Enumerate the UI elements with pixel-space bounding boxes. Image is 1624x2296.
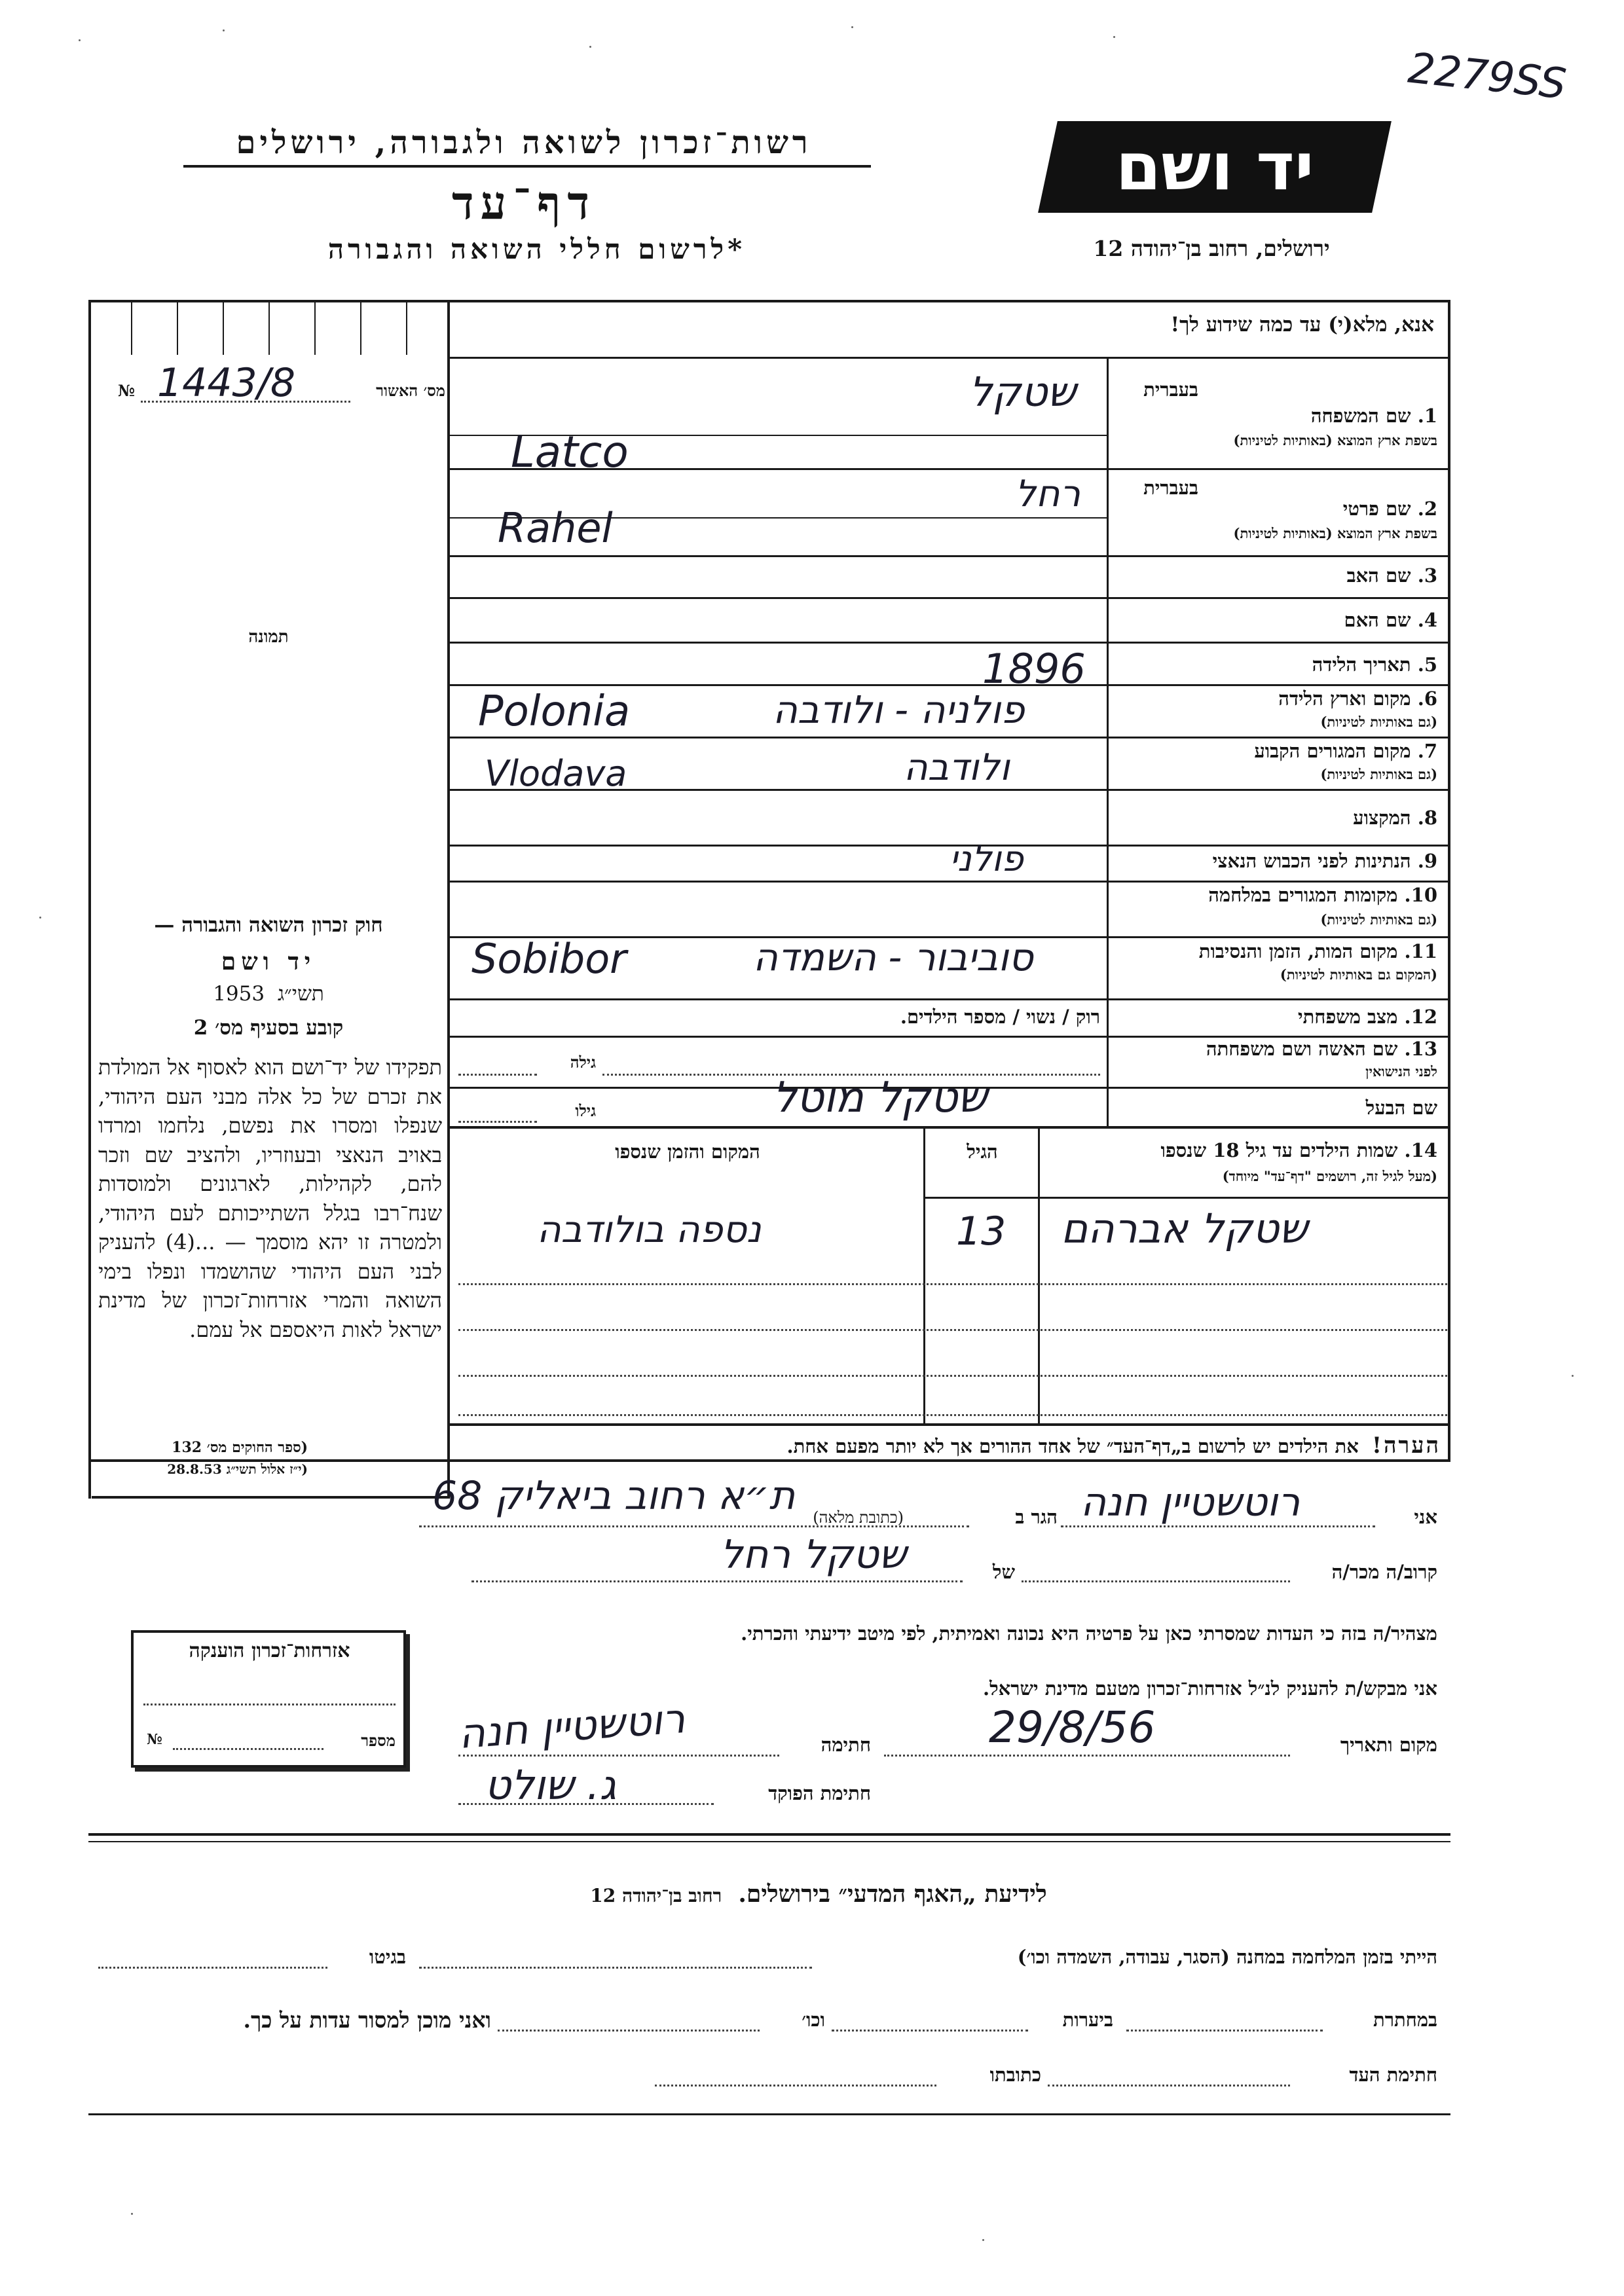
form-subtitle	[249, 233, 825, 266]
field-4-number: 4.	[1417, 609, 1437, 631]
row-rule	[450, 555, 1450, 557]
relation-line	[1022, 1580, 1290, 1582]
law-year-line	[98, 982, 439, 1006]
wife-age-label: גילה	[570, 1053, 596, 1072]
children-place-header: המקום והזמן שנספו	[615, 1140, 760, 1163]
field-2-text: שם פרטי	[1342, 498, 1411, 520]
field-14-label	[1044, 1139, 1437, 1162]
relation-value: שטקל רחל	[720, 1532, 907, 1578]
law-title: חוק זכרון השואה והגבורה —	[154, 913, 383, 937]
relation-name-line	[471, 1580, 963, 1582]
decl-lives-label: הגר ב	[1015, 1506, 1058, 1528]
field-9-number: 9.	[1417, 850, 1437, 872]
scan-speck	[589, 46, 591, 48]
residence-latin: Vlodava	[485, 753, 627, 794]
field-3-number: 3.	[1417, 564, 1437, 587]
field-7-text: מקום המגורים הקבוע	[1254, 740, 1411, 762]
subtitle-text: לרשום חללי השואה והגבורה	[327, 233, 728, 265]
field-5-label	[1113, 653, 1437, 676]
bottom-heading-text: לידיעת „האגף המדעי״ בירושלים.	[738, 1880, 1047, 1908]
law-source: (ספר החוקים מס׳ 132	[172, 1439, 308, 1456]
birth-place-latin: Polonia	[478, 687, 631, 736]
underground-line	[1126, 2030, 1323, 2032]
field-14-text: שמות הילדים עד גיל 18 שנספו	[1160, 1139, 1398, 1161]
citizenship-box	[131, 1630, 406, 1768]
field-1-text: שם המשפחה	[1310, 405, 1411, 427]
signature-line	[458, 1755, 779, 1757]
approval-label: מס׳ האשור	[376, 381, 445, 400]
law-source-date: י״ז אלול תשי״ג 28.8.53)	[167, 1461, 308, 1477]
header-address: ירושלים, רחוב בן־יהודה 12	[1093, 236, 1330, 261]
yad-vashem-logo	[1038, 121, 1392, 213]
husband-age-label: גילו	[575, 1101, 596, 1120]
husband-name-value: שטקל מוטל	[773, 1074, 987, 1122]
bottom-underground: במחתרת	[1373, 2009, 1437, 2031]
law-clause: קובע בסעיף מס׳ 2	[193, 1016, 344, 1040]
field-4-text: שם האם	[1344, 609, 1411, 631]
citizenship-title: אזרחות־זכרון הוענקה	[189, 1639, 350, 1662]
field-11-sub: (המקום גם באותיות לטיניות)	[1280, 966, 1437, 983]
field-7-number: 7.	[1417, 740, 1437, 762]
bottom-line1: הייתי בזמן המלחמה במחנה (הסגר, עבודה, השמדה וכו׳)	[1017, 1946, 1437, 1968]
children-row-line	[458, 1329, 1447, 1331]
field-1-sub: בשפת ארץ המוצא (באותיות לטיניות)	[1233, 432, 1437, 448]
field-14-number: 14.	[1404, 1139, 1437, 1161]
law-panel-bottom	[92, 1496, 450, 1499]
first-name-hebrew: רחל	[1015, 473, 1081, 515]
field-7-label	[1113, 740, 1437, 763]
field-7-sub: (גם באותיות לטיניות)	[1320, 766, 1437, 782]
scan-speck	[223, 29, 225, 31]
subtitle-mark: *	[728, 233, 747, 265]
children-age-divider-right	[1038, 1129, 1040, 1423]
left-panel-divider	[447, 302, 450, 1497]
field-1-label	[1113, 405, 1437, 428]
field-6-label	[1113, 687, 1437, 710]
birth-place-hebrew: פולניה - ולודבה	[773, 687, 1025, 732]
child-age-value: 13	[956, 1209, 1006, 1254]
note-label: הערה!	[1372, 1432, 1441, 1459]
witness-address-value: ת״א רחוב ביאליק 68	[432, 1473, 796, 1519]
etc-line	[498, 2030, 760, 2032]
citizenship-number-label: מספר	[361, 1731, 396, 1750]
org-line: רשות־זכרון לשואה ולגבורה, ירושלים	[236, 124, 812, 161]
scan-speck	[39, 917, 41, 919]
row-rule	[450, 684, 1450, 686]
field-5-number: 5.	[1417, 653, 1437, 676]
in-hebrew-label: בעברית	[1143, 378, 1198, 401]
children-row-line	[458, 1283, 1447, 1285]
witness-address-line-bottom	[655, 2085, 936, 2086]
page-bottom-rule	[88, 2113, 1450, 2115]
decl-place-date-label: מקום ותאריך	[1340, 1734, 1437, 1756]
witness-sig-line	[1048, 2085, 1290, 2086]
bottom-rule-thin	[88, 1841, 1450, 1842]
children-age-divider-left	[923, 1129, 925, 1423]
bottom-ready: ואני מוכן למסור עדות על כך.	[243, 2007, 491, 2033]
law-panel-left	[88, 1430, 91, 1499]
law-year: 1953	[213, 982, 265, 1006]
camp-line	[419, 1967, 812, 1969]
children-bottom-rule	[450, 1423, 1450, 1426]
field-12-number: 12.	[1404, 1006, 1437, 1028]
forests-line	[832, 2030, 1028, 2032]
field-6-number: 6.	[1417, 687, 1437, 710]
decl-i-label: אני	[1414, 1506, 1437, 1528]
birth-date-value: 1896	[982, 645, 1086, 693]
row-rule	[450, 998, 1450, 1000]
field-6-sub: (גם באותיות לטיניות)	[1320, 714, 1437, 730]
row-rule	[450, 597, 1450, 599]
field-11-number: 11.	[1404, 940, 1437, 962]
header-rule	[183, 165, 871, 168]
photo-tick-strip	[92, 302, 447, 355]
husband-label: שם הבעל	[1365, 1097, 1437, 1119]
approval-value: 1443/8	[157, 360, 296, 406]
field-13-number: 13.	[1404, 1038, 1437, 1060]
first-name-latin: Rahel	[498, 504, 613, 552]
field-11-label	[1113, 940, 1437, 963]
wife-age-line	[458, 1074, 537, 1076]
scan-speck	[1572, 1375, 1574, 1377]
scan-speck	[1113, 36, 1115, 38]
scan-speck	[851, 26, 853, 28]
citizenship-number-line	[173, 1748, 323, 1750]
children-row-line	[458, 1375, 1447, 1377]
field-13-label	[1113, 1038, 1437, 1061]
decl-address-label: (כתובת מלאה)	[813, 1508, 904, 1527]
field-4-label	[1113, 609, 1437, 632]
date-value: 29/8/56	[989, 1702, 1156, 1753]
children-row-line	[458, 1414, 1447, 1416]
death-place-latin: Sobibor	[471, 935, 627, 983]
witness-name-value: רוטשטיין חנה	[1080, 1480, 1301, 1525]
field-6-text: מקום וארץ הלידה	[1278, 687, 1411, 710]
decl-signature-label: חתימה	[821, 1734, 871, 1756]
field-10-text: מקומות המגורים במלחמה	[1208, 884, 1398, 906]
children-header-rule	[923, 1197, 1450, 1199]
marital-options: רוק / נשוי / מספר הילדים.	[900, 1006, 1100, 1028]
field-11-text: מקום המות, הזמן והנסיבות	[1198, 940, 1398, 962]
law-text: תפקידו של יד־ושם הוא לאסוף אל המולדת את זכרם של כל אלה מבני העם היהודי, שנפלו ומסרו את נפשם, נלחמו ומרדו באויב הנאצי ובעוזריו, ולהציב שם וזכר להם, לקהילות, לארגונים ולמוסדות שנח־רבו בגלל השתייכותם לעם היהודי, ולמטרה זו יהא מוסמך — ...(4) להעניק לבני העם היהודי שהושמדו ונפלו בימי השואה והמרי אזרחות־זכרון של מדינת ישראל לאות היאספם אל עמם.	[98, 1055, 443, 1342]
field-14-sub: (מעל לגיל זה, רושמים "דף־עד" מיוחד)	[1222, 1168, 1437, 1184]
field-13-text: שם האשה ושם משפחתה	[1206, 1038, 1398, 1060]
decl-of-label: של	[992, 1561, 1015, 1583]
bottom-address-label: כתובתו	[989, 2064, 1041, 2086]
label-column-divider	[1107, 359, 1109, 1128]
family-name-latin: Latco	[511, 427, 629, 477]
bottom-heading	[458, 1880, 1179, 1908]
row-rule	[450, 737, 1450, 738]
instruction: אנא, מלא(י) עד כמה שידוע לך!	[1170, 313, 1434, 337]
decl-relation-label: קרוב/ה מכר/ה	[1331, 1561, 1437, 1583]
citizenship-no-mark: №	[147, 1731, 162, 1748]
in-hebrew-label-2: בעברית	[1143, 477, 1198, 499]
husband-age-line	[458, 1121, 537, 1123]
logo-text: יד ושם	[1115, 128, 1314, 205]
note-text: את הילדים יש לרשום ב„דף־העד״ של אחד ההורים אך לא יותר מפעם אחת.	[786, 1435, 1359, 1457]
decl-statement: מצהיר/ה בזה כי העדות שמסרתי כאן על פרטיה היא נכונה ואמיתית, לפי מיטב ידיעתי והכרתי.	[741, 1622, 1437, 1645]
death-place-hebrew: סוביבור - השמדה	[753, 935, 1033, 979]
row-rule	[450, 1126, 1450, 1129]
children-age-header: הגיל	[967, 1140, 998, 1163]
ghetto-line	[98, 1967, 327, 1969]
signature-value: רוטשטיין חנה	[456, 1694, 687, 1758]
field-1-number: 1.	[1417, 405, 1437, 427]
law-logo: יד ושם	[221, 948, 316, 975]
witness-name-line	[1061, 1525, 1375, 1527]
field-2-number: 2.	[1417, 498, 1437, 520]
law-year-he: תשי״ג	[277, 982, 324, 1006]
field-13-sub: לפני הנישואין	[1365, 1063, 1437, 1080]
row-rule	[450, 881, 1450, 883]
scan-speck	[79, 39, 81, 41]
instruction-rule	[450, 357, 1450, 359]
field-9-text: הנתינות לפני הכבוש הנאצי	[1212, 850, 1411, 872]
photo-label: תמונה	[248, 627, 289, 647]
field-8-text: המקצוע	[1353, 807, 1411, 829]
note-row	[458, 1432, 1441, 1459]
field-12-label	[1113, 1006, 1437, 1029]
field-10-label	[1113, 884, 1437, 907]
child-place-value: נספה בולודבה	[537, 1209, 762, 1251]
field-10-number: 10.	[1404, 884, 1437, 906]
field-2-label	[1113, 498, 1437, 520]
child-name-value: שטקל אברהם	[1061, 1205, 1308, 1252]
scan-speck	[131, 2213, 133, 2215]
field-9-label	[1113, 850, 1437, 873]
bottom-ghetto: בגיטו	[369, 1946, 406, 1968]
field-3-text: שם האב	[1346, 564, 1411, 587]
bottom-forests: ביערות	[1062, 2009, 1113, 2031]
bottom-etc: וכו׳	[802, 2009, 825, 2031]
decl-request: אני מבקש/ת להעניק לנ״ל אזרחות־זכרון מטעם מדינת ישראל.	[983, 1677, 1437, 1700]
form-title: דף־עד	[451, 175, 596, 230]
approval-no-mark: №	[118, 381, 136, 400]
archive-number: 2279SS	[1405, 44, 1569, 109]
field-8-number: 8.	[1417, 807, 1437, 829]
bottom-witness-sig: חתימת העד	[1349, 2064, 1437, 2086]
row-rule	[450, 642, 1450, 644]
officer-value: ג. שולט	[485, 1761, 617, 1809]
bottom-rule	[88, 1833, 1450, 1836]
bottom-address: רחוב בן־יהודה 12	[590, 1885, 722, 1906]
family-name-hebrew: שטקל	[969, 368, 1077, 416]
scan-speck	[982, 2239, 984, 2241]
field-12-text: מצב משפחתי	[1298, 1006, 1398, 1028]
field-2-sub: בשפת ארץ המוצא (באותיות לטיניות)	[1233, 525, 1437, 541]
citizenship-line	[143, 1704, 396, 1705]
field-10-sub: (גם באותיות לטיניות)	[1320, 911, 1437, 928]
field-3-label	[1113, 564, 1437, 587]
nationality-value: פולני	[950, 838, 1024, 879]
residence-hebrew: ולודבה	[904, 746, 1010, 789]
field-5-text: תאריך הלידה	[1312, 653, 1411, 676]
witness-address-line	[419, 1525, 969, 1527]
place-date-line	[884, 1755, 1290, 1757]
field-8-label	[1113, 807, 1437, 829]
decl-officer-label: חתימת הפוקד	[768, 1782, 871, 1804]
